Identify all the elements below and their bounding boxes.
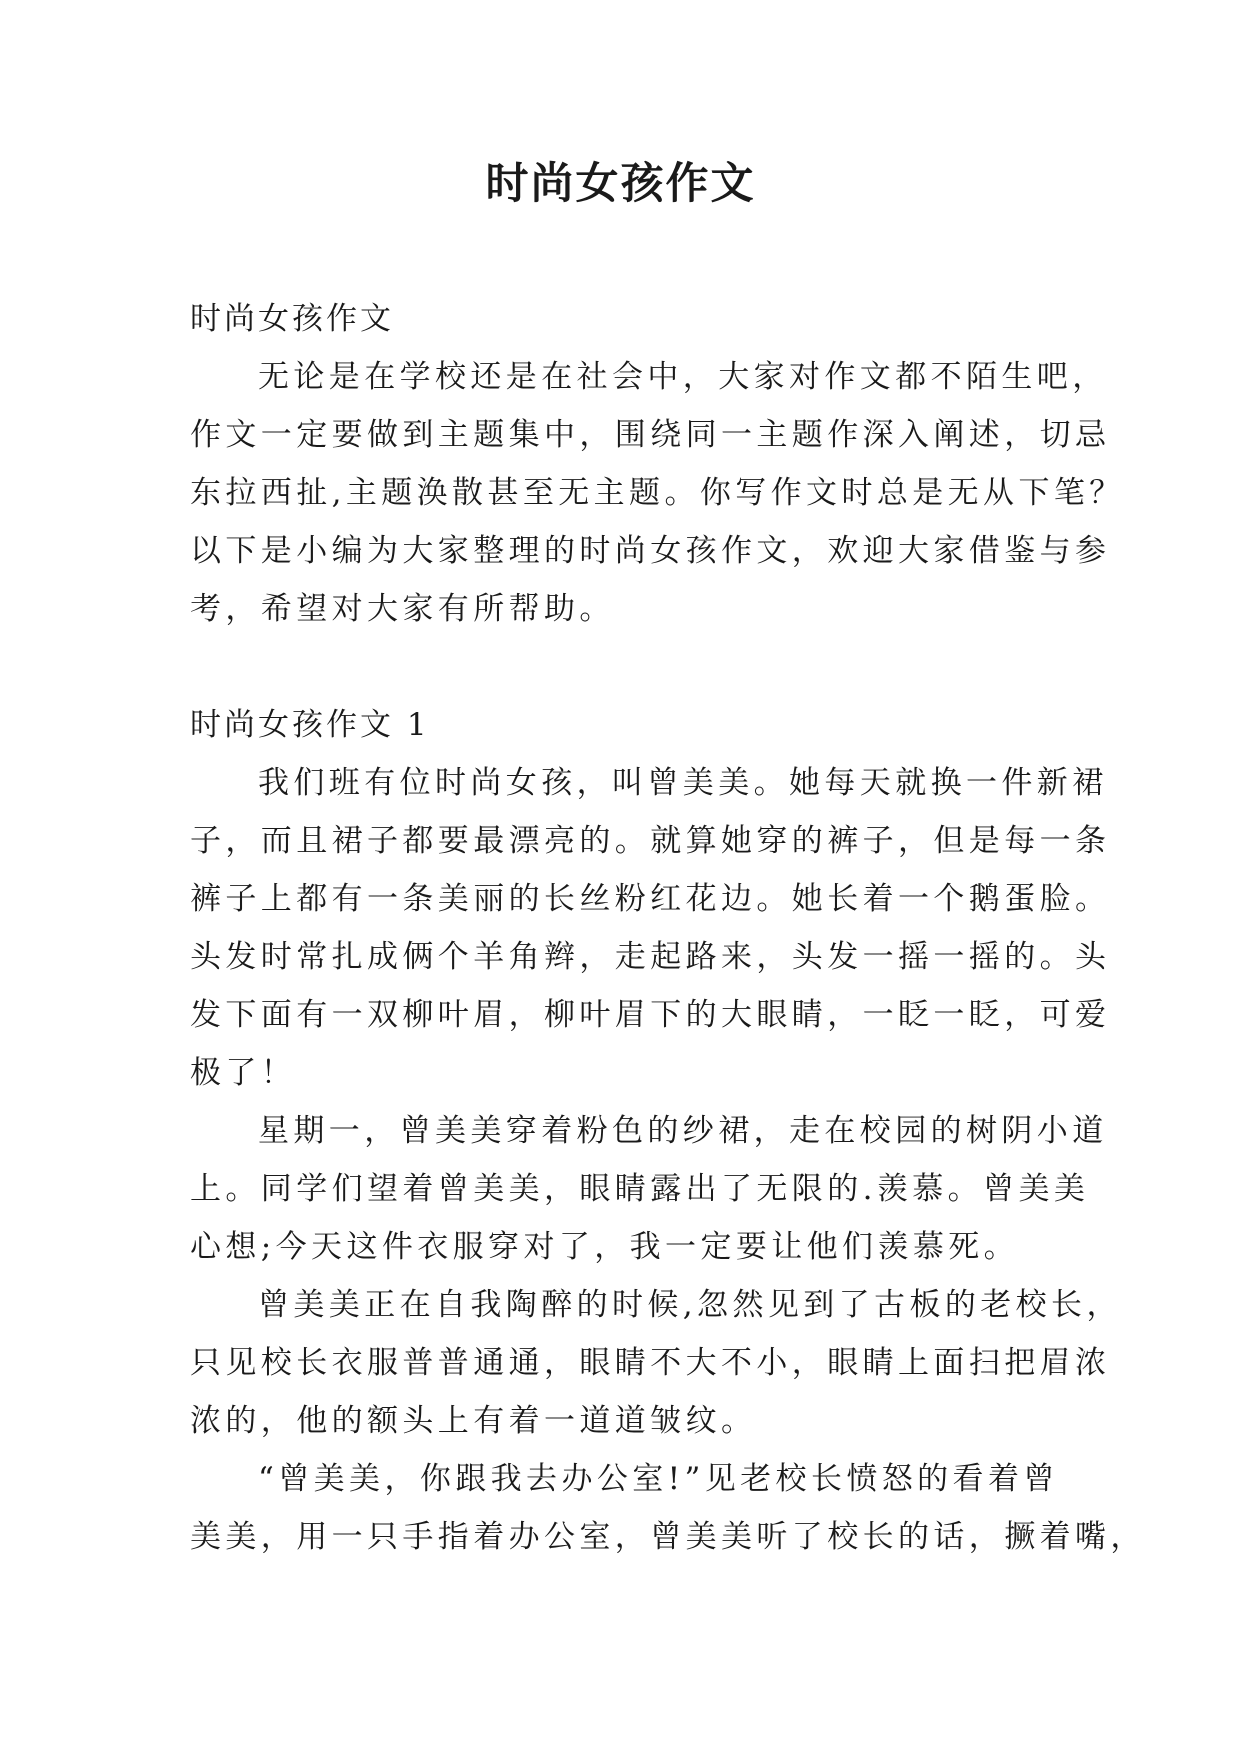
text-line: 我们班有位时尚女孩，叫曾美美。她每天就换一件新裙 — [258, 765, 1108, 801]
paragraph — [190, 1450, 1146, 1566]
text-line: 考，希望对大家有所帮助。 — [190, 591, 615, 627]
text-line: 浓的，他的额头上有着一道道皱纹。 — [190, 1403, 757, 1439]
text-line: 头发时常扎成俩个羊角辫，走起路来，头发一摇一摇的。头 — [190, 939, 1111, 975]
document-body — [190, 290, 1146, 1566]
section-intro — [190, 290, 1125, 638]
text-line: 子，而且裙子都要最漂亮的。就算她穿的裤子，但是每一条 — [190, 823, 1111, 859]
text-line: 无论是在学校还是在社会中，大家对作文都不陌生吧， — [258, 359, 1108, 395]
text-line: 心想;今天这件衣服穿对了，我一定要让他们羡慕死。 — [190, 1229, 1020, 1265]
text-line: 只见校长衣服普普通通，眼睛不大不小，眼睛上面扫把眉浓 — [190, 1345, 1111, 1381]
text-line: 作文一定要做到主题集中，围绕同一主题作深入阐述，切忌 — [190, 417, 1111, 453]
text-line: 东拉西扯,主题涣散甚至无主题。你写作文时总是无从下笔？ — [190, 475, 1125, 511]
section-essay-1 — [190, 696, 1146, 1566]
section-heading: 时尚女孩作文 — [190, 301, 394, 337]
text-line: 曾美美正在自我陶醉的时候,忽然见到了古板的老校长， — [258, 1287, 1122, 1323]
text-line: 以下是小编为大家整理的时尚女孩作文，欢迎大家借鉴与参 — [190, 533, 1111, 569]
section-gap — [190, 638, 1070, 696]
section-heading: 时尚女孩作文 1 — [190, 707, 430, 743]
paragraph — [190, 754, 1111, 1102]
text-line: 发下面有一双柳叶眉，柳叶眉下的大眼睛，一眨一眨，可爱 — [190, 997, 1111, 1033]
text-line: 上。同学们望着曾美美，眼睛露出了无限的.羡慕。曾美美 — [190, 1171, 1090, 1207]
text-line: 裤子上都有一条美丽的长丝粉红花边。她长着一个鹅蛋脸。 — [190, 881, 1111, 917]
text-line: 美美，用一只手指着办公室，曾美美听了校长的话，撅着嘴， — [190, 1519, 1146, 1555]
text-line: “曾美美，你跟我去办公室!”见老校长愤怒的看着曾 — [258, 1461, 1059, 1497]
document-title: 时尚女孩作文 — [485, 159, 756, 209]
text-line: 星期一，曾美美穿着粉色的纱裙，走在校园的树阴小道 — [258, 1113, 1108, 1149]
text-line: 极了！ — [190, 1055, 297, 1091]
paragraph — [190, 348, 1125, 638]
paragraph — [190, 1102, 1108, 1276]
paragraph — [190, 1276, 1122, 1450]
